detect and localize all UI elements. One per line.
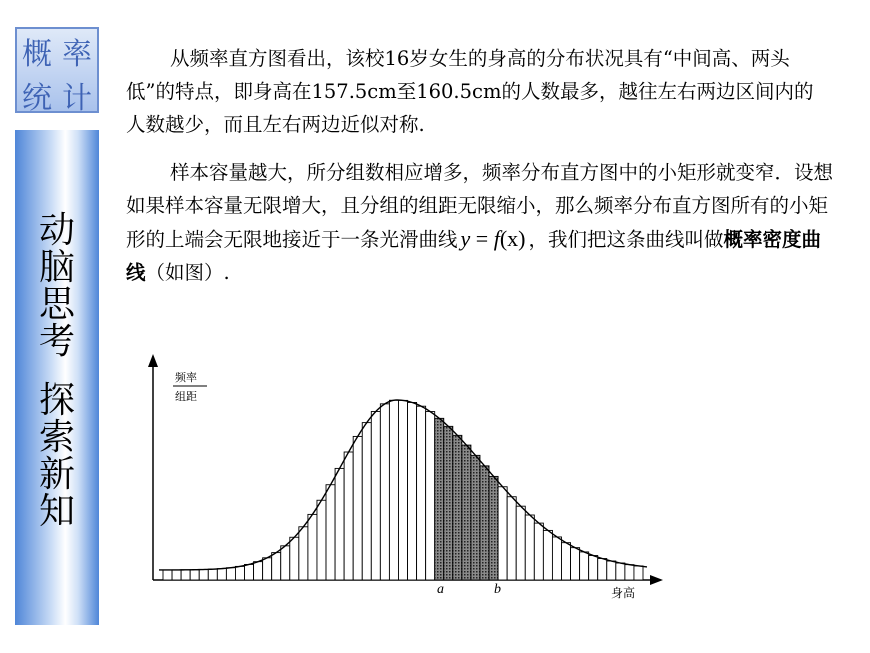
histogram-bar	[616, 563, 625, 580]
sidebar-char: 新	[38, 454, 75, 495]
histogram-bar	[417, 406, 426, 580]
histogram-bar	[317, 500, 326, 580]
histogram-bar	[245, 564, 254, 580]
y-label-bottom: 组距	[175, 390, 197, 403]
histogram-bar	[353, 436, 362, 580]
paragraph-2	[126, 156, 838, 289]
histogram-bar	[507, 497, 516, 580]
formula	[458, 226, 529, 251]
histogram-bar	[426, 412, 435, 580]
histogram-bar	[335, 468, 344, 580]
histogram-bar	[634, 566, 643, 580]
histogram-bar	[217, 569, 226, 580]
sidebar-char: 动	[38, 210, 75, 251]
x-axis-label: 身高	[611, 586, 636, 600]
histogram-bar	[380, 404, 389, 580]
histogram-bars	[163, 400, 643, 580]
sidebar-gap	[15, 360, 99, 382]
histogram-bar	[389, 400, 398, 580]
y-axis-arrow	[148, 354, 158, 367]
histogram-bar-shaded	[444, 426, 453, 580]
histogram-bar	[272, 553, 281, 580]
histogram-bar	[371, 412, 380, 581]
histogram-bar-shaded	[462, 445, 471, 580]
histogram-bar	[281, 546, 290, 580]
x-axis-arrow	[650, 575, 663, 585]
histogram-bar	[607, 561, 616, 580]
sidebar-char: 思	[38, 284, 75, 325]
logo-char: 计	[62, 81, 92, 116]
sidebar-char: 知	[38, 491, 75, 532]
histogram-bar	[543, 530, 552, 580]
histogram-bar	[598, 559, 607, 580]
formula-lhs: y	[460, 226, 471, 251]
marker-b: b	[494, 582, 501, 597]
logo-badge	[15, 27, 99, 116]
histogram-bar	[561, 543, 570, 580]
histogram-bar	[344, 452, 353, 580]
histogram-bar	[625, 565, 634, 580]
sidebar-title	[15, 212, 99, 530]
y-label-top: 频率	[175, 371, 197, 384]
histogram-bar-shaded	[480, 466, 489, 580]
histogram-bar	[362, 423, 371, 580]
histogram-bar	[172, 570, 181, 580]
histogram-bar	[571, 548, 580, 580]
logo-char: 率	[62, 37, 92, 72]
paragraph-2-text: 样本容量越大，所分组数相应增多，频率分布直方图中的小矩形就变窄．设想如果样本容量无限增大，且分组的组距无限缩小，那么频率分布直方图所有的小矩形的上端会无限地接近于一条光滑曲线	[126, 161, 834, 251]
formula-arg: (x)	[499, 226, 526, 251]
histogram-bar-shaded	[435, 418, 444, 580]
paragraph-1	[126, 42, 826, 141]
histogram-bar	[163, 570, 172, 580]
histogram-bar	[408, 402, 417, 580]
histogram-bar	[235, 566, 244, 580]
logo-char: 概	[22, 37, 52, 72]
histogram-bar	[254, 562, 263, 580]
histogram-bar	[580, 552, 589, 580]
histogram-bar-shaded	[489, 476, 498, 580]
bold-term: 概率密度曲线	[126, 228, 822, 284]
ending-text: （如图）.	[145, 261, 230, 284]
histogram-bar	[326, 485, 335, 580]
sidebar-char: 考	[38, 321, 75, 362]
histogram-bar	[516, 506, 525, 580]
histogram-bar	[208, 569, 217, 580]
histogram-bar-shaded	[471, 455, 480, 580]
histogram-bar	[498, 487, 507, 580]
sidebar-char: 索	[38, 417, 75, 458]
histogram-bar	[308, 514, 317, 580]
histogram-bar	[525, 515, 534, 580]
marker-a: a	[437, 582, 444, 597]
histogram-bar	[263, 558, 272, 580]
formula-fn: f	[493, 226, 500, 251]
sidebar-char: 脑	[38, 247, 75, 288]
histogram-bar	[226, 568, 235, 580]
formula-eq: =	[470, 226, 494, 251]
logo-char: 统	[22, 81, 52, 116]
histogram-chart	[125, 340, 670, 610]
histogram-bar	[190, 570, 199, 580]
histogram-bar	[589, 556, 598, 580]
histogram-bar	[534, 523, 543, 580]
histogram-bar	[398, 400, 407, 580]
histogram-bar	[181, 570, 190, 580]
histogram-bar	[290, 537, 299, 580]
after-formula-text: ，我们把这条曲线叫做	[528, 228, 724, 251]
histogram-bar	[299, 527, 308, 580]
histogram-bar	[199, 570, 208, 581]
histogram-bar	[552, 537, 561, 580]
histogram-bar-shaded	[453, 435, 462, 580]
sidebar-char: 探	[38, 380, 75, 421]
paragraph-1-text: 从频率直方图看出，该校16岁女生的身高的分布状况具有“中间高、两头低”的特点，即身高在157.5cm至160.5cm的人数最多，越往左右两边区间内的人数越少，而且左右两边近似对称.	[126, 47, 814, 136]
sidebar-banner	[15, 130, 99, 625]
